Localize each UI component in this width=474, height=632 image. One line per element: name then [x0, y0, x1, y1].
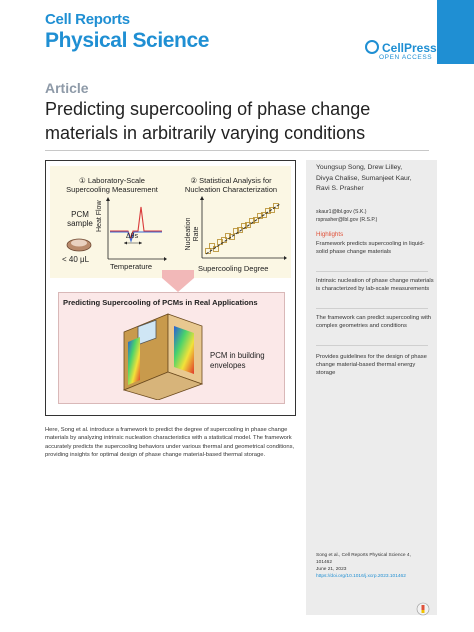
pcm-building-label — [210, 351, 284, 371]
arrow-down-icon — [158, 270, 198, 294]
highlights-heading: Highlights — [316, 231, 344, 238]
pcm-sample-line: sample — [67, 219, 93, 228]
highlight-item: Intrinsic nucleation of phase change materials is characterized by lab-scale measurements — [316, 278, 434, 293]
email-link[interactable]: skaur1@lbl.gov (S.K.) — [316, 209, 367, 215]
header-accent-bar — [437, 0, 474, 64]
nucleation-scatter-plot — [196, 196, 288, 266]
citation-journal: Song et al., Cell Reports Physical Science 4, — [316, 553, 411, 558]
check-for-updates-icon[interactable] — [416, 602, 430, 616]
delta-theta-label: Δθs — [126, 233, 139, 240]
pcm-building-line: envelopes — [210, 361, 246, 370]
citation-date: June 21, 2023 — [316, 567, 347, 572]
highlight-item: The framework can predict supercooling with complex geometries and conditions — [316, 315, 432, 330]
author-line: Youngsup Song, Drew Lilley, — [316, 164, 403, 171]
panel2-title — [172, 176, 290, 194]
citation-number: 101462 — [316, 560, 333, 565]
nucleation-rate-line: Rate — [193, 226, 200, 242]
building-envelope-illustration — [118, 312, 208, 400]
journal-name-line2: Physical Science — [45, 29, 210, 52]
pcm-sample-dish-icon — [66, 236, 92, 252]
bottom-panel-title: Predicting Supercooling of PCMs in Real Applications — [63, 298, 258, 307]
publisher-name: CellPress — [382, 41, 437, 55]
panel1-title-line: ① Laboratory-Scale — [79, 176, 145, 185]
author-line: Divya Chalise, Sumanjeet Kaur, — [316, 174, 412, 182]
sample-volume-label: < 40 μL — [62, 255, 90, 264]
highlight-divider — [316, 308, 428, 309]
article-type: Article — [45, 80, 89, 96]
page-title: Predicting supercooling of phase change materials in arbitrarily varying conditions — [45, 99, 371, 143]
pcm-building-line: PCM in building — [210, 351, 265, 360]
citation-block — [316, 552, 434, 580]
heat-flow-axis-label: Heat Flow — [96, 200, 103, 232]
highlight-item: Provides guidelines for the design of phase change material-based thermal energy storage — [316, 354, 427, 377]
temperature-axis-label: Temperature — [110, 262, 153, 271]
cellpress-logo — [365, 40, 437, 55]
pcm-sample-line: PCM — [71, 210, 89, 219]
supercooling-degree-axis-label: Supercooling Degree — [198, 264, 269, 273]
author-list — [316, 163, 434, 195]
highlight-item: Framework predicts supercooling in liquid-solid phase change materials — [316, 241, 425, 256]
correspondence-emails — [316, 208, 434, 224]
highlight-divider — [316, 345, 428, 346]
summary-paragraph: Here, Song et al. introduce a framework to predict the degree of supercooling in phase change materials by analyzing intrinsic nucleation characteristics with a statistical model. The framework accurately predicts the supercooling behaviors under various thermal and geometrical conditions, providing insights for optimal design of phase change material-based thermal storage. — [45, 427, 295, 458]
highlight-divider — [316, 271, 428, 272]
panel2-title-line: Nucleation Characterization — [184, 185, 278, 194]
panel1-title-line: Supercooling Measurement — [66, 185, 158, 194]
author-line: Ravi S. Prasher — [316, 185, 364, 193]
nucleation-rate-line: Nucleation — [185, 217, 192, 251]
panel2-title-line: ② Statistical Analysis for — [190, 176, 272, 185]
panel1-title — [62, 176, 162, 194]
pcm-sample-label — [64, 210, 96, 228]
cellpress-icon — [365, 40, 379, 54]
sidebar-panel — [306, 160, 437, 615]
open-access-label: OPEN ACCESS — [379, 54, 433, 61]
journal-name-line1: Cell Reports — [45, 11, 130, 28]
title-divider — [45, 150, 429, 151]
doi-link[interactable]: https://doi.org/10.1016/j.xcrp.2023.101462 — [316, 574, 406, 579]
email-link[interactable]: rsprasher@lbl.gov (R.S.P.) — [316, 217, 378, 223]
